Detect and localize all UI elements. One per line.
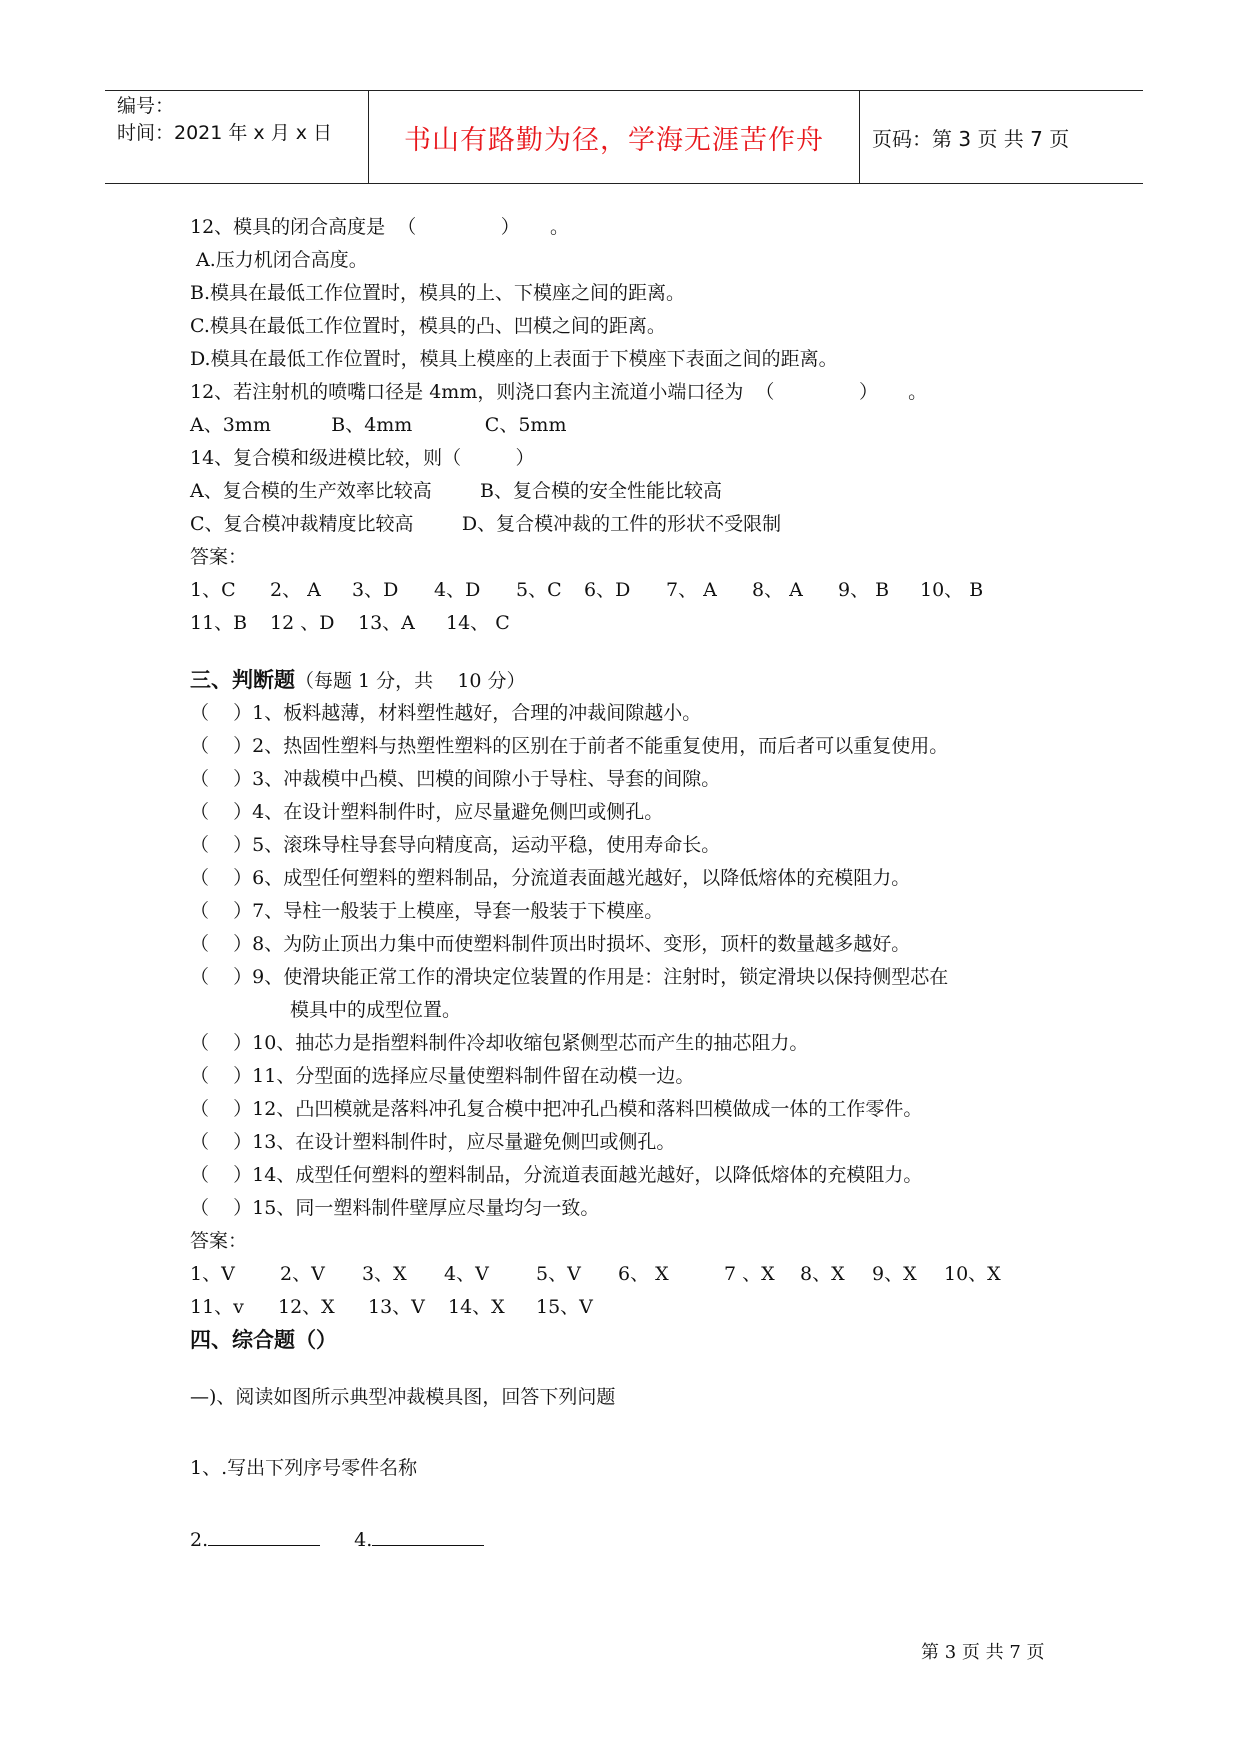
question-14-stem: 14、复合模和级进模比较，则（ ） <box>190 447 535 469</box>
page-footer: 第 3 页 共 7 页 <box>921 1642 1045 1663</box>
answer-item: 3、D <box>352 579 399 601</box>
question-12a-option-a: A.压力机闭合高度。 <box>190 249 368 271</box>
answer-item: 10、X <box>944 1263 1001 1285</box>
answer-item: 10、 B <box>920 579 984 601</box>
judge-item: （ ）10、抽芯力是指塑料制件冷却收缩包紧侧型芯而产生的抽芯阻力。 <box>190 1032 809 1054</box>
part-name-blanks <box>190 1523 1090 1556</box>
blank-2-label: 2. <box>190 1529 209 1551</box>
answer-item: 11、B <box>190 612 248 634</box>
answer-item: 12、X <box>278 1296 335 1318</box>
answer-item: 11、v <box>190 1296 244 1318</box>
judge-section-title: 三、判断题（每题 1 分，共 10 分） <box>190 668 526 692</box>
answer-item: 4、D <box>434 579 481 601</box>
question-14-options-ab: A、复合模的生产效率比较高 B、复合模的安全性能比较高 <box>190 480 723 502</box>
answer-item: 8、X <box>800 1263 845 1285</box>
answer-item: 5、V <box>536 1263 581 1285</box>
answer-item: 7 、X <box>724 1263 775 1285</box>
judge-answers-row-2 <box>190 1291 1090 1324</box>
judge-item: （ ）1、板料越薄，材料塑性越好，合理的冲裁间隙越小。 <box>190 702 702 724</box>
judge-item: （ ）4、在设计塑料制件时，应尽量避免侧凹或侧孔。 <box>190 801 664 823</box>
judge-item: （ ）13、在设计塑料制件时，应尽量避免侧凹或侧孔。 <box>190 1131 676 1153</box>
judge-item: （ ）6、成型任何塑料的塑料制品，分流道表面越光越好，以降低熔体的充模阻力。 <box>190 867 911 889</box>
question-12b-options: A、3mm B、4mm C、5mm <box>190 414 567 436</box>
question-12a-option-b: B.模具在最低工作位置时，模具的上、下模座之间的距离。 <box>190 282 686 304</box>
question-12a-option-c: C.模具在最低工作位置时，模具的凸、凹模之间的距离。 <box>190 315 666 337</box>
judge-answers-row-1 <box>190 1258 1090 1291</box>
judge-answer-label: 答案： <box>190 1230 248 1252</box>
judge-item: （ ）5、滚珠导柱导套导向精度高，运动平稳，使用寿命长。 <box>190 834 721 856</box>
blank-4-label: 4. <box>354 1529 373 1551</box>
choice-answer-label: 答案： <box>190 546 248 568</box>
answer-item: 6、D <box>584 579 631 601</box>
header-motto: 书山有路勤为径，学海无涯苦作舟 <box>369 91 860 183</box>
answer-item: 15、V <box>536 1296 593 1318</box>
answer-item: 5、C <box>516 579 562 601</box>
answer-item: 2、V <box>280 1263 325 1285</box>
judge-item: （ ）12、凸凹模就是落料冲孔复合模中把冲孔凸模和落料凹模做成一体的工作零件。 <box>190 1098 923 1120</box>
comprehensive-section-title: 四、综合题（） <box>190 1328 337 1352</box>
question-12b-stem: 12、若注射机的喷嘴口径是 4mm，则浇口套内主流道小端口径为 （ ） 。 <box>190 381 928 403</box>
answer-item: 3、X <box>362 1263 407 1285</box>
judge-item-9-continuation: 模具中的成型位置。 <box>290 999 462 1021</box>
date-label: 时间：2021 年 x 月 x 日 <box>117 122 333 144</box>
answer-item: 8、 A <box>752 579 803 601</box>
answer-item: 14、X <box>448 1296 505 1318</box>
judge-item: （ ）9、使滑块能正常工作的滑块定位装置的作用是：注射时，锁定滑块以保持侧型芯在 <box>190 966 949 988</box>
choice-answers-row-1 <box>190 574 1090 607</box>
header-page-number: 页码：第 3 页 共 7 页 <box>872 126 1070 151</box>
judge-item: （ ）11、分型面的选择应尽量使塑料制件留在动模一边。 <box>190 1065 695 1087</box>
answer-item: 4、V <box>444 1263 489 1285</box>
header-left-cell <box>105 91 369 183</box>
question-12a-stem: 12、模具的闭合高度是 （ ） 。 <box>190 216 570 238</box>
choice-answers-row-2 <box>190 607 1090 640</box>
judge-item: （ ）14、成型任何塑料的塑料制品，分流道表面越光越好，以降低熔体的充模阻力。 <box>190 1164 923 1186</box>
answer-item: 13、V <box>368 1296 425 1318</box>
answer-item: 7、 A <box>666 579 717 601</box>
blank-4-field <box>372 1523 484 1546</box>
judge-item: （ ）3、冲裁模中凸模、凹模的间隙小于导柱、导套的间隙。 <box>190 768 721 790</box>
judge-item: （ ）8、为防止顶出力集中而使塑料制件顶出时损坏、变形，顶杆的数量越多越好。 <box>190 933 911 955</box>
judge-item: （ ）2、热固性塑料与热塑性塑料的区别在于前者不能重复使用，而后者可以重复使用。 <box>190 735 949 757</box>
document-number-label: 编号： <box>117 95 175 117</box>
question-12a-option-d: D.模具在最低工作位置时，模具上模座的上表面于下模座下表面之间的距离。 <box>190 348 838 370</box>
page-header <box>105 90 1143 184</box>
blank-2-field <box>208 1523 320 1546</box>
judge-item: （ ）15、同一塑料制件壁厚应尽量均匀一致。 <box>190 1197 600 1219</box>
judge-item: （ ）7、导柱一般装于上模座，导套一般装于下模座。 <box>190 900 664 922</box>
answer-item: 9、X <box>872 1263 917 1285</box>
answer-item: 1、C <box>190 579 236 601</box>
answer-item: 12 、D <box>270 612 335 634</box>
document-body <box>190 211 1090 1556</box>
answer-item: 13、A <box>358 612 415 634</box>
question-14-options-cd: C、复合模冲裁精度比较高 D、复合模冲裁的工件的形状不受限制 <box>190 513 782 535</box>
judge-section-note: （每题 1 分，共 10 分） <box>295 670 526 692</box>
comprehensive-sub-question: —)、阅读如图所示典型冲裁模具图，回答下列问题 <box>190 1386 616 1408</box>
answer-item: 2、 A <box>270 579 321 601</box>
answer-item: 14、 C <box>446 612 510 634</box>
answer-item: 9、 B <box>838 579 890 601</box>
answer-item: 6、 X <box>618 1263 669 1285</box>
answer-item: 1、V <box>190 1263 235 1285</box>
comprehensive-question-1: 1、.写出下列序号零件名称 <box>190 1457 418 1479</box>
